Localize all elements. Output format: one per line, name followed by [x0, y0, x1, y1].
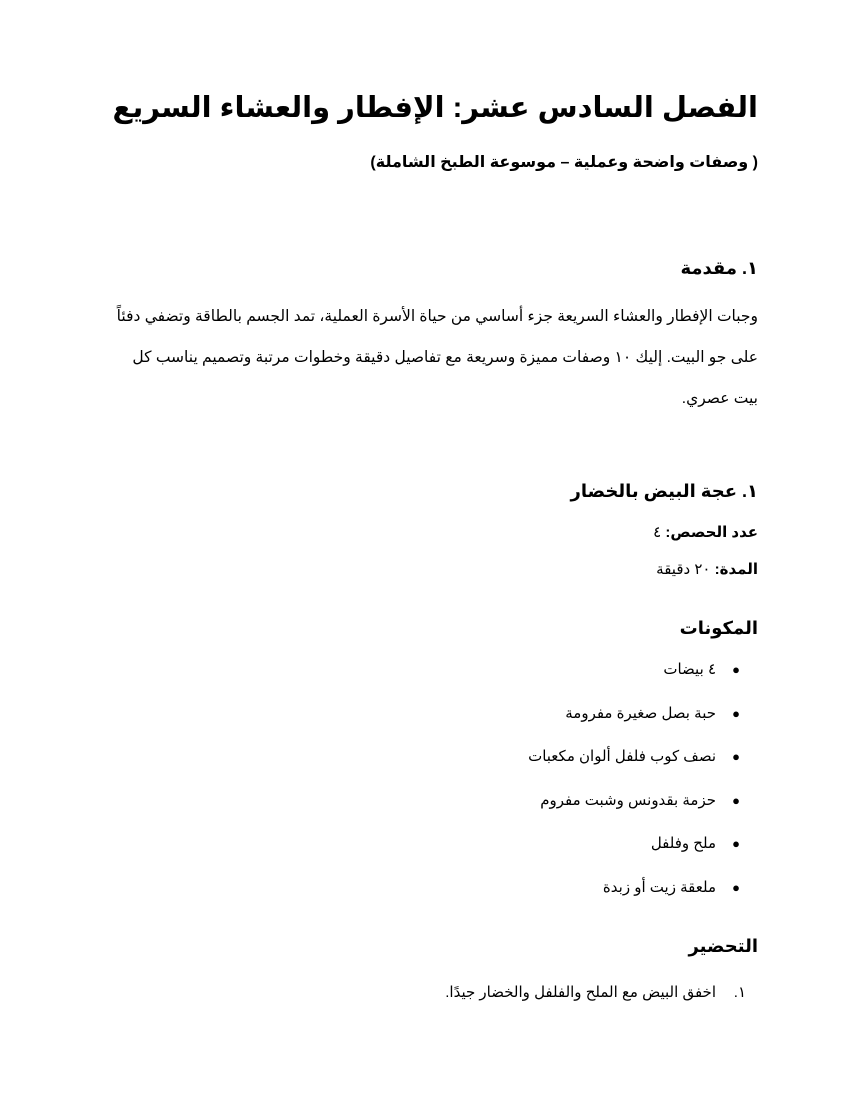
bullet-icon: ●: [732, 749, 740, 764]
ingredients-list: [90, 655, 760, 916]
servings-row: [653, 523, 758, 541]
bullet-icon: ●: [732, 792, 740, 808]
intro-line: على جو البيت. إليك ١٠ وصفات مميزة وسريعة مع تفاصيل دقيقة وخطوات مرتبة وتصميم يناسب كل: [132, 349, 758, 366]
list-item: [90, 786, 760, 830]
intro-heading: ١. مقدمة: [680, 258, 758, 278]
bullet-icon: ●: [732, 879, 740, 895]
preparation-steps: [90, 978, 760, 1008]
duration-label: المدة:: [714, 561, 758, 578]
list-item: [90, 699, 760, 743]
intro-line: بيت عصري.: [681, 390, 758, 407]
list-item: [90, 742, 760, 786]
duration-row: [656, 560, 758, 578]
list-item: [90, 829, 760, 873]
ingredient-text: ملح وفلفل: [650, 835, 716, 852]
ingredient-text: نصف كوب فلفل ألوان مكعبات: [528, 748, 716, 765]
step-number: ١.: [733, 984, 746, 1001]
bullet-icon: ●: [732, 662, 740, 677]
intro-paragraph: [90, 296, 758, 419]
ingredient-text: ملعقة زيت أو زبدة: [602, 878, 716, 896]
preparation-heading: التحضير: [688, 936, 758, 956]
step-text: اخفق البيض مع الملح والفلفل والخضار جيدًا.: [445, 984, 716, 1001]
servings-label: عدد الحصص:: [665, 524, 758, 541]
bullet-icon: ●: [732, 705, 740, 721]
ingredient-text: ٤ بيضات: [663, 661, 716, 678]
ingredients-heading: المكونات: [679, 618, 758, 638]
document-page: [90, 0, 760, 1100]
chapter-title: الفصل السادس عشر: الإفطار والعشاء السريع: [112, 92, 758, 124]
list-item: [90, 978, 760, 1008]
intro-line: وجبات الإفطار والعشاء السريعة جزء أساسي من حياة الأسرة العملية، تمد الجسم بالطاقة وتضفي دفئاً: [116, 308, 758, 325]
ingredient-text: حبة بصل صغيرة مفرومة: [565, 704, 716, 722]
servings-value: ٤: [653, 524, 662, 541]
list-item: [90, 655, 760, 699]
ingredient-text: حزمة بقدونس وشبت مفروم: [540, 791, 716, 809]
duration-value: ٢٠ دقيقة: [656, 561, 711, 578]
recipe-heading: ١. عجة البيض بالخضار: [570, 481, 758, 501]
list-item: [90, 873, 760, 917]
bullet-icon: ●: [732, 836, 740, 851]
chapter-subtitle: ( وصفات واضحة وعملية – موسوعة الطبخ الشاملة): [370, 154, 758, 171]
